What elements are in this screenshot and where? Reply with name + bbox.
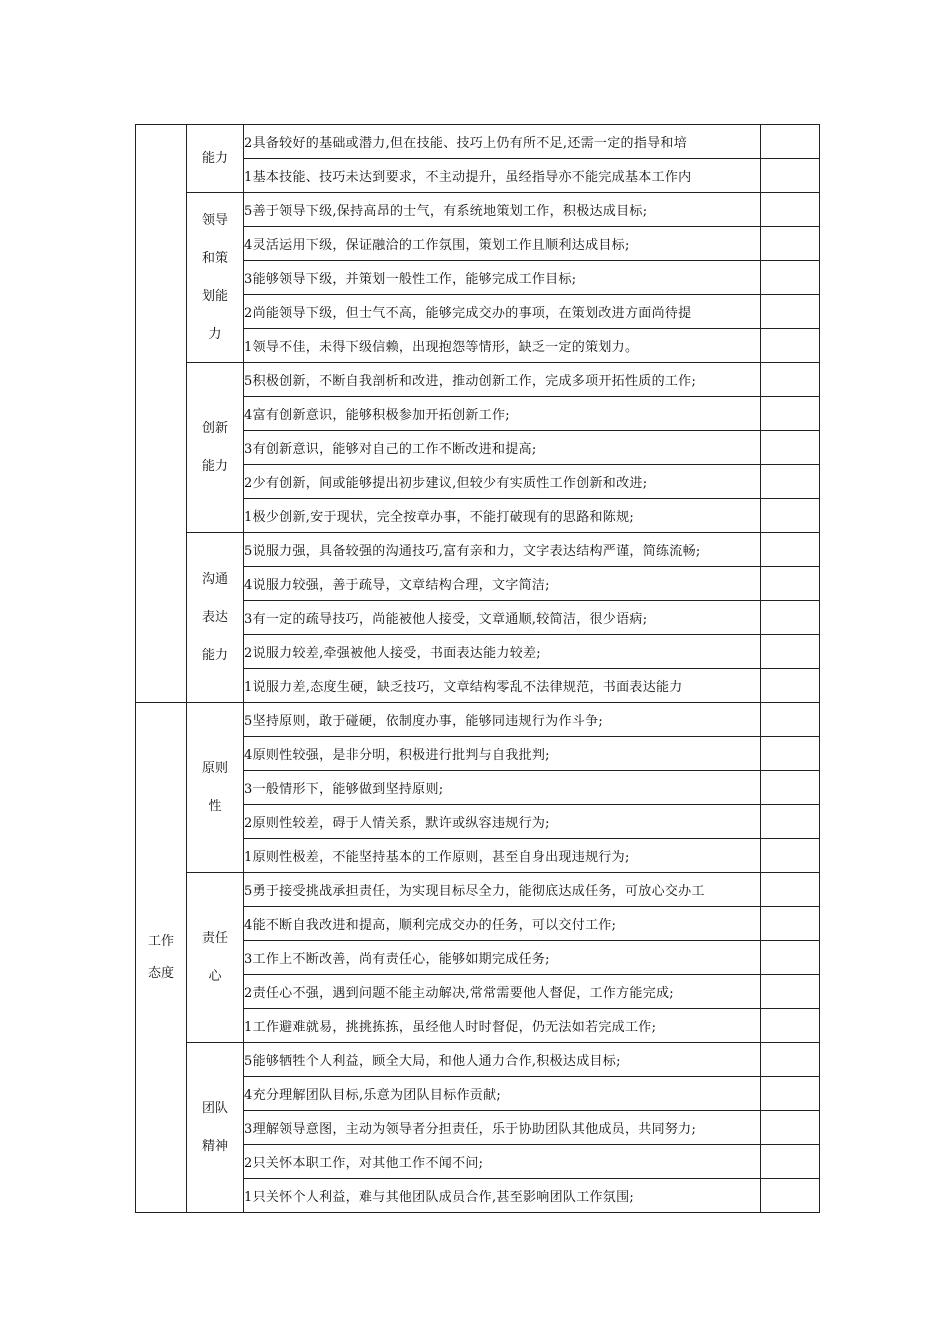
criteria-description: 2少有创新，间或能够提出初步建议,但较少有实质性工作创新和改进; (244, 465, 761, 499)
category-cell (136, 703, 187, 1213)
subcategory-label: 原则性 (201, 760, 228, 814)
subcategory-cell (187, 193, 244, 363)
criteria-description: 5说服力强，具备较强的沟通技巧,富有亲和力，文字表达结构严谨，简练流畅; (244, 533, 761, 567)
criteria-description: 4灵活运用下级，保证融洽的工作氛围，策划工作且顺利达成目标; (244, 227, 761, 261)
score-cell[interactable] (761, 295, 820, 329)
score-cell[interactable] (761, 499, 820, 533)
criteria-description: 1领导不佳，未得下级信赖，出现抱怨等情形，缺乏一定的策划力。 (244, 329, 761, 363)
criteria-description: 5能够牺牲个人利益，顾全大局，和他人通力合作,积极达成目标; (244, 1043, 761, 1077)
criteria-row (136, 1043, 820, 1077)
criteria-description: 5勇于接受挑战承担责任，为实现目标尽全力，能彻底达成任务，可放心交办工 (244, 873, 761, 907)
score-cell[interactable] (761, 431, 820, 465)
score-cell[interactable] (761, 227, 820, 261)
score-cell[interactable] (761, 125, 820, 159)
subcategory-cell (187, 125, 244, 193)
category-cell (136, 125, 187, 703)
criteria-row (136, 193, 820, 227)
criteria-description: 2责任心不强，遇到问题不能主动解决,常常需要他人督促，工作方能完成; (244, 975, 761, 1009)
subcategory-cell (187, 703, 244, 873)
subcategory-cell (187, 363, 244, 533)
criteria-description: 4充分理解团队目标,乐意为团队目标作贡献; (244, 1077, 761, 1111)
criteria-row (136, 125, 820, 159)
category-label: 工作态度 (147, 933, 174, 981)
criteria-description: 5善于领导下级,保持高昂的士气，有系统地策划工作，积极达成目标; (244, 193, 761, 227)
criteria-description: 1只关怀个人利益，难与其他团队成员合作,甚至影响团队工作氛围; (244, 1179, 761, 1213)
score-cell[interactable] (761, 1009, 820, 1043)
score-cell[interactable] (761, 805, 820, 839)
criteria-description: 4原则性较强，是非分明，积极进行批判与自我批判; (244, 737, 761, 771)
criteria-description: 1说服力差,态度生硬，缺乏技巧，文章结构零乱不法律规范，书面表达能力 (244, 669, 761, 703)
criteria-description: 3理解领导意图，主动为领导者分担责任，乐于协助团队其他成员，共同努力; (244, 1111, 761, 1145)
subcategory-cell (187, 873, 244, 1043)
score-cell[interactable] (761, 329, 820, 363)
criteria-description: 3一般情形下，能够做到坚持原则; (244, 771, 761, 805)
criteria-row (136, 703, 820, 737)
evaluation-table (135, 124, 820, 1213)
score-cell[interactable] (761, 703, 820, 737)
criteria-description: 2只关怀本职工作，对其他工作不闻不问; (244, 1145, 761, 1179)
score-cell[interactable] (761, 1077, 820, 1111)
criteria-description: 5积极创新，不断自我剖析和改进，推动创新工作，完成多项开拓性质的工作; (244, 363, 761, 397)
criteria-description: 3有创新意识，能够对自己的工作不断改进和提高; (244, 431, 761, 465)
score-cell[interactable] (761, 363, 820, 397)
criteria-description: 1原则性极差，不能坚持基本的工作原则，甚至自身出现违规行为; (244, 839, 761, 873)
score-cell[interactable] (761, 941, 820, 975)
criteria-row (136, 873, 820, 907)
criteria-description: 5坚持原则，敢于碰硬，依制度办事，能够同违规行为作斗争; (244, 703, 761, 737)
criteria-description: 2具备较好的基础或潜力,但在技能、技巧上仍有所不足,还需一定的指导和培 (244, 125, 761, 159)
subcategory-label: 沟通表达能力 (201, 571, 228, 663)
criteria-description: 3工作上不断改善，尚有责任心，能够如期完成任务; (244, 941, 761, 975)
subcategory-cell (187, 1043, 244, 1213)
score-cell[interactable] (761, 873, 820, 907)
criteria-description: 4富有创新意识，能够积极参加开拓创新工作; (244, 397, 761, 431)
score-cell[interactable] (761, 771, 820, 805)
criteria-row (136, 533, 820, 567)
score-cell[interactable] (761, 1179, 820, 1213)
score-cell[interactable] (761, 669, 820, 703)
subcategory-cell (187, 533, 244, 703)
score-cell[interactable] (761, 567, 820, 601)
score-cell[interactable] (761, 1043, 820, 1077)
subcategory-label: 创新能力 (201, 420, 228, 474)
subcategory-label: 能力 (201, 150, 228, 166)
criteria-description: 2说服力较差,牵强被他人接受，书面表达能力较差; (244, 635, 761, 669)
criteria-description: 2原则性较差，碍于人情关系，默许或纵容违规行为; (244, 805, 761, 839)
score-cell[interactable] (761, 397, 820, 431)
subcategory-label: 责任心 (201, 930, 228, 984)
score-cell[interactable] (761, 635, 820, 669)
subcategory-label: 团队精神 (201, 1100, 228, 1154)
subcategory-label: 领导和策划能力 (201, 212, 228, 342)
criteria-description: 2尚能领导下级，但士气不高，能够完成交办的事项，在策划改进方面尚待提 (244, 295, 761, 329)
score-cell[interactable] (761, 1111, 820, 1145)
score-cell[interactable] (761, 261, 820, 295)
score-cell[interactable] (761, 737, 820, 771)
score-cell[interactable] (761, 839, 820, 873)
score-cell[interactable] (761, 975, 820, 1009)
score-cell[interactable] (761, 907, 820, 941)
score-cell[interactable] (761, 1145, 820, 1179)
criteria-row (136, 363, 820, 397)
criteria-description: 3有一定的疏导技巧，尚能被他人接受，文章通顺,较简洁，很少语病; (244, 601, 761, 635)
score-cell[interactable] (761, 601, 820, 635)
criteria-description: 4说服力较强，善于疏导，文章结构合理，文字简洁; (244, 567, 761, 601)
criteria-description: 4能不断自我改进和提高，顺利完成交办的任务，可以交付工作; (244, 907, 761, 941)
criteria-description: 1极少创新,安于现状，完全按章办事，不能打破现有的思路和陈规; (244, 499, 761, 533)
criteria-description: 3能够领导下级，并策划一般性工作，能够完成工作目标; (244, 261, 761, 295)
criteria-description: 1工作避难就易，挑挑拣拣，虽经他人时时督促，仍无法如若完成工作; (244, 1009, 761, 1043)
score-cell[interactable] (761, 159, 820, 193)
criteria-description: 1基本技能、技巧未达到要求，不主动提升，虽经指导亦不能完成基本工作内 (244, 159, 761, 193)
score-cell[interactable] (761, 193, 820, 227)
score-cell[interactable] (761, 465, 820, 499)
score-cell[interactable] (761, 533, 820, 567)
